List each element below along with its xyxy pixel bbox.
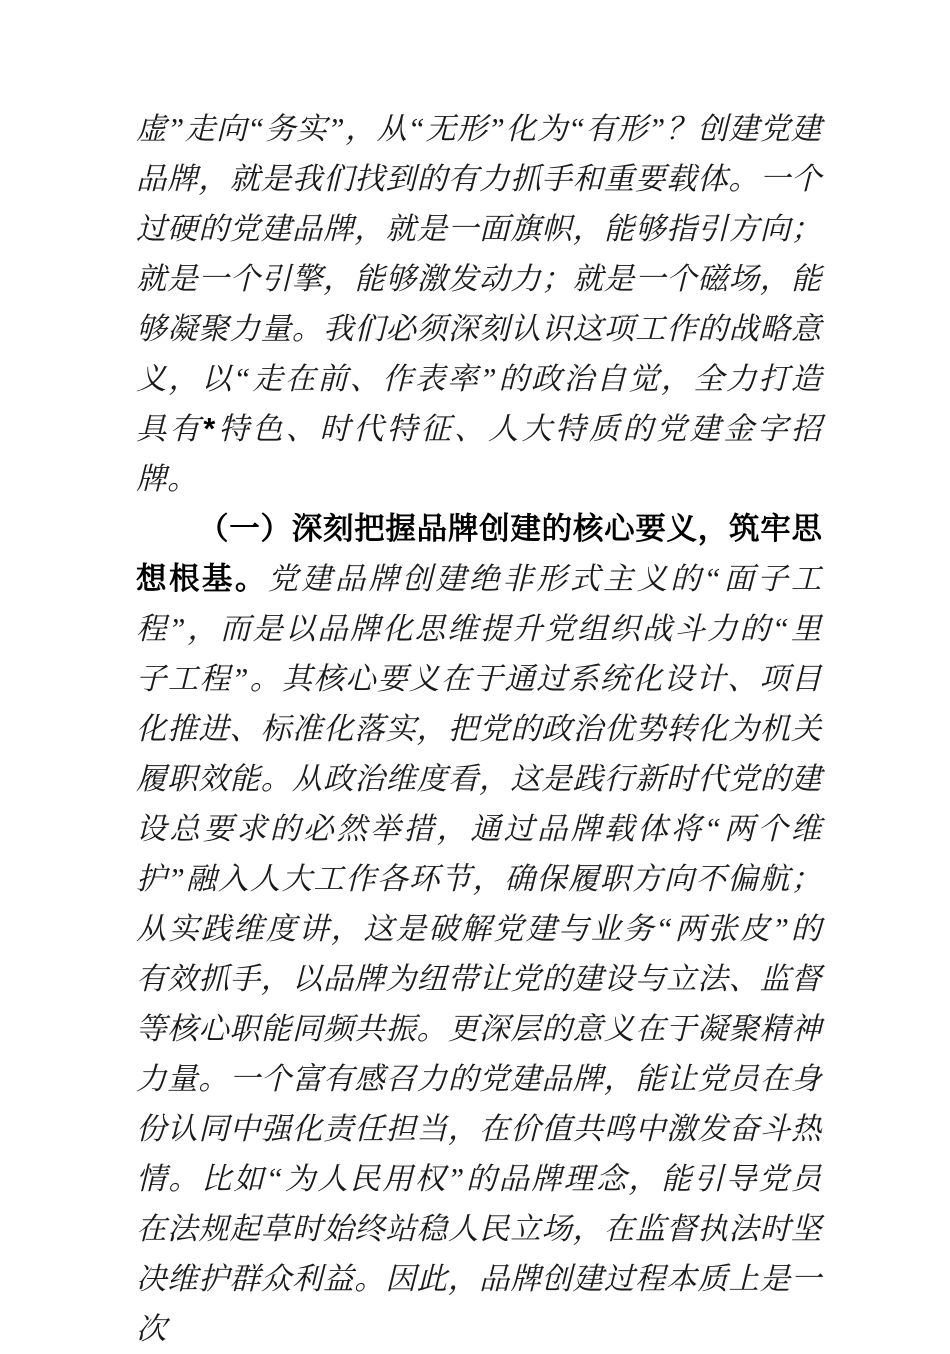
text-line-17: 担当，在价值共鸣中激发奋斗热情。比如“为人民用权”的品 [136, 1112, 822, 1196]
text-line-10: 化设计、项目化推进、标准化落实，把党的政治优势转化为机 [136, 662, 822, 746]
text-line-11: 关履职效能。从政治维度看，这是践行新时代党的建设总要求 [136, 712, 822, 846]
text-line-1: 虚”走向“务实”，从“无形”化为“有形”？创建党建品牌， [136, 112, 822, 196]
section-heading-one: （一）深刻把握品牌创建的核心要义，筑牢思想根基。 [136, 512, 822, 596]
text-line-4: 就是一个磁场，能够凝聚力量。我们必须深刻认识这项工作的 [136, 262, 822, 346]
text-line-18: 牌理念，能引导党员在法规起草时始终站稳人民立场，在监督 [136, 1162, 822, 1246]
paragraph-continuation [136, 104, 822, 504]
text-line-16: 一个富有感召力的党建品牌，能让党员在身份认同中强化责任 [136, 1062, 822, 1146]
text-line-15: 监督等核心职能同频共振。更深层的意义在于凝聚精神力量。 [136, 962, 823, 1096]
text-line-19: 执法时坚决维护群众利益。因此，品牌创建过程本质上是一次 [136, 1212, 822, 1346]
text-line-12: 的必然举措，通过品牌载体将“两个维护”融入人大工作各环 [136, 812, 822, 896]
paragraph-section-one [136, 504, 822, 1354]
text-line-2: 就是我们找到的有力抓手和重要载体。一个过硬的党建品牌， [136, 162, 822, 246]
text-line-9: 提升党组织战斗力的“里子工程”。其核心要义在于通过系统 [136, 612, 822, 696]
asterisk-marker: * [203, 412, 216, 446]
text-line-3: 就是一面旗帜，能够指引方向；就是一个引擎，能够激发动力； [136, 212, 822, 296]
text-line-13: 节，确保履职方向不偏航；从实践维度讲，这是破解党建与业 [136, 862, 822, 946]
text-line-8: 建品牌创建绝非形式主义的“面子工程”，而是以品牌化思维 [136, 562, 822, 646]
text-line-6: 特色、时代特征、人大特质的党建金字招牌。 [136, 412, 822, 496]
text-line-14: 务“两张皮”的有效抓手，以品牌为纽带让党的建设与立法、 [136, 912, 822, 996]
document-text-column [136, 104, 822, 1354]
text-line-5: 战略意义，以“走在前、作表率”的政治自觉，全力打造具有 [136, 312, 822, 446]
text-line-7: 党 [267, 562, 302, 596]
